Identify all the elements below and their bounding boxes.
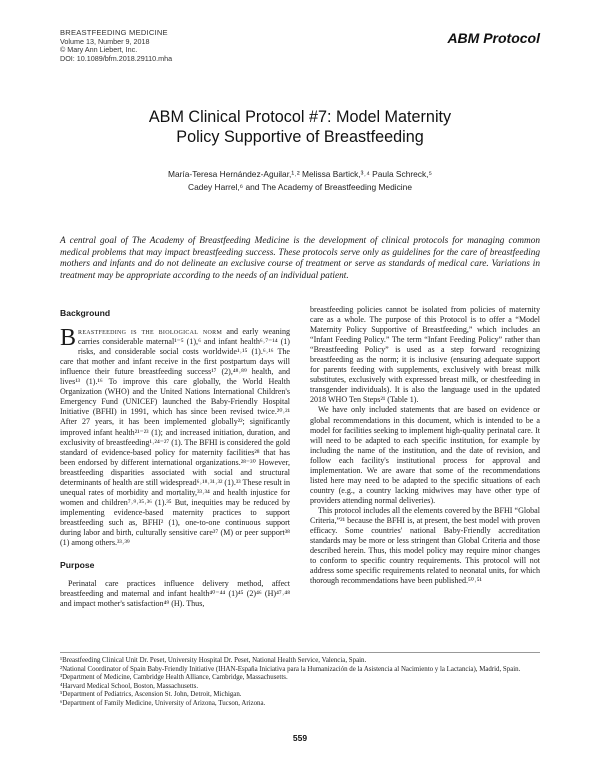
affiliation-5: ⁵Department of Pediatrics, Ascension St. John, Detroit, Michigan. [60, 691, 242, 699]
background-lead: reastfeeding is the biological norm [78, 327, 223, 337]
journal-header [60, 29, 172, 63]
right-paragraph-1: breastfeeding policies cannot be isolated from policies of maternity care as a whole. The purpose of this Protocol is to offer a “Model Maternity Policy Supportive of Breastfeeding,” which includes an “Infant Feeding Policy.” The term “Infant Feeding Policy” rather than “Breastfeeding Policy” is used as a step forward recognizing breastfeeding as the norm; it is inclusive (ensuring adequate support for parents feeding with supplements, exclusively with breast milk substitutes, exclusively with expressed breast milk, or chestfeeding in transgender individuals). It is also the language used in the updated 2018 WHO Ten Steps²¹ (Table 1). [310, 305, 540, 405]
journal-volume: Volume 13, Number 9, 2018 [60, 36, 150, 46]
authors-line-1: María-Teresa Hernández-Aguilar,¹˒² Melissa Bartick,³˒⁴ Paula Schreck,⁵ [168, 169, 432, 179]
abstract: A central goal of The Academy of Breastfeeding Medicine is the development of clinical protocols for managing common medical problems that may impact breastfeeding success. These protocols serve only as guidelines for the care of breastfeeding mothers and infants and do not delineate an exclusive course of treatment or serve as standards of medical care. Variations in treatment may be appropriate according to the needs of an individual patient. [60, 236, 540, 281]
journal-doi: DOI: 10.1089/bfm.2018.29110.mha [60, 53, 173, 63]
affiliations [60, 657, 540, 709]
background-text: and early weaning carries considerable maternal¹⁻⁵ (1),⁶ and infant health⁶˒⁷⁻¹⁴ (1) risks, and considerable social costs worldwide¹˒¹⁵ (1).⁶˒¹⁶ The care that mother and infant receive in the first postpartum days will influence their future breastfeeding success¹⁷ (2),⁴⁸˒⁸⁹ health, and lives¹³ (1).¹⁶ To improve this care globally, the World Health Organization (WHO) and the United Nations International Children's Emergency Fund (UNICEF) launched the Baby-Friendly Hospital Initiative (BFHI) in 1991, which has since been revised twice.²⁰˒²¹ After 27 years, it has been implemented globally²²; significantly improved infant health²¹⁻²³ (1); and increased initiation, duration, and exclusivity of breastfeeding¹˒²⁴⁻²⁷ (1). The BFHI is considered the gold standard of evidence-based policy for maternity facilities²⁸ that has been endorsed by different international organizations.²⁸⁻³⁰ However, breastfeeding disparities associated with social and structural determinants of health are still widespread⁶˒¹⁸˒³¹˒³² (1).³³ These result in unequal rates of morbidity and mortality,³³˒³⁴ and health injustice for women and children⁷˒⁹˒³⁵˒³⁶ (1).³⁵ But, inequities may be reduced by implementing evidence-based maternity practices to support breastfeeding such as, BFHI² (1), one-to-one continuous support during labor and birth, culturally sensitive care³⁷ (M) or peer support³⁸ (1) among others.³³˒³⁹ [60, 327, 290, 548]
drop-cap: B [60, 325, 77, 352]
affiliation-1: ¹Breastfeeding Clinical Unit Dr. Peset, University Hospital Dr. Peset, National Health Service, Valencia, Spain. [60, 657, 367, 664]
background-heading: Background [60, 308, 111, 318]
purpose-paragraph: Perinatal care practices influence delivery method, affect breastfeeding and maternal and infant health⁴⁰⁻⁴⁴ (1)⁴⁵ (2)⁴⁶ (H)⁴⁷˒⁴⁸ and impact mother's satisfaction⁴⁹ (H). Thus, [60, 579, 290, 609]
section-label: ABM Protocol [447, 30, 540, 46]
left-column [60, 308, 290, 609]
purpose-heading: Purpose [60, 560, 95, 571]
right-paragraph-2: We have only included statements that are based on evidence or global recommendations in this document, which is intended to be a model for facilities seeking to implement high-quality perinatal care. It will need to be adapted to each specific institution, for example by including the name of the institution, and the date of revision, and follow each facility's institutional process for approval and implementation. We are aware that some of the recommendations listed here may need to be adapted to the specific situations of each country (e.g., a country lacking midwives may have other type of providers attending normal deliveries). [310, 405, 540, 505]
authors-line-2: Cadey Harrel,⁶ and The Academy of Breastfeeding Medicine [188, 181, 412, 192]
title-line-1: ABM Clinical Protocol #7: Model Maternity [148, 108, 452, 126]
journal-copyright: © Mary Ann Liebert, Inc. [60, 45, 138, 55]
affiliation-6: ⁶Department of Family Medicine, University of Arizona, Tucson, Arizona. [60, 699, 266, 707]
right-column [310, 305, 540, 586]
background-paragraph [60, 327, 290, 548]
affiliation-3: ³Department of Medicine, Cambridge Health Alliance, Cambridge, Massachusetts. [60, 674, 288, 682]
journal-name: BREASTFEEDING MEDICINE [60, 28, 168, 37]
affiliation-2: ²National Coordinator of Spain Baby-Friendly Initiative (IHAN-España Iniciativa para la Humanización de la Asistencia al Nacimiento y la Lactancia), Madrid, Spain. [60, 665, 521, 673]
right-paragraph-3: This protocol includes all the elements covered by the BFHI “Global Criteria,”²¹ because the BFHI is, at present, the best model with proven efficacy. Some countries' national Baby-Friendly accreditation standards may be more or less stringent than Global Criteria and those described herein. Thus, this model policy may require minor changes to conform to specific country requirements. This protocol will not address some specific requirements related to neonatal units, for which thorough recommendations have been published.⁵⁰˒⁵¹ [310, 505, 540, 586]
affiliation-4: ⁴Harvard Medical School, Boston, Massachusetts. [60, 682, 199, 690]
author-list [100, 168, 500, 193]
article-title [60, 107, 540, 147]
title-line-2: Policy Supportive of Breastfeeding [176, 128, 424, 146]
footnote-divider [60, 652, 540, 653]
page-number: 559 [292, 733, 308, 743]
